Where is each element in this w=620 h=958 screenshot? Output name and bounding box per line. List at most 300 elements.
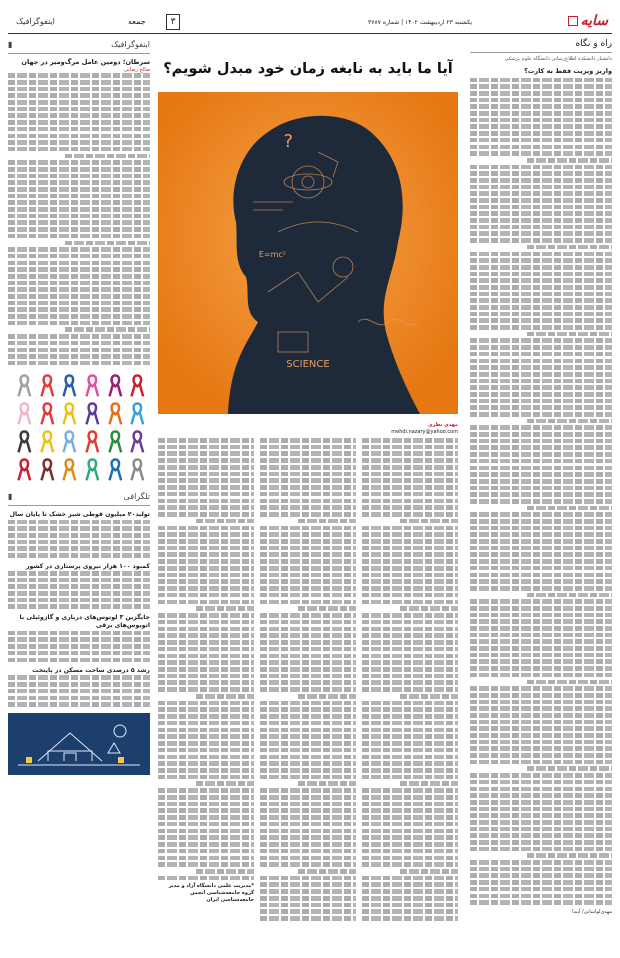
text-line [470,325,612,330]
text-line [470,338,612,343]
text-line [158,674,254,679]
ribbon-icon [84,373,101,398]
text-line [527,158,612,163]
text-line [8,321,150,326]
text-line [260,714,356,719]
text-line [158,842,254,847]
ribbon-icon [16,457,33,482]
text-line [362,532,458,537]
infographic-text [8,73,150,365]
text-line [470,198,612,203]
news-headline[interactable]: کمبود ۱۰۰ هزار نیروی پرستاری در کشور [25,562,150,570]
text-line [470,472,612,477]
text-line [470,91,612,96]
text-line [527,853,612,858]
ribbon-icon [39,401,56,426]
text-line [470,392,612,397]
text-line [470,827,612,832]
text-line [158,546,254,551]
text-line [260,532,356,537]
text-line [260,472,356,477]
text-line [158,829,254,834]
text-line [470,780,612,785]
text-line [158,566,254,571]
text-line [158,876,254,881]
text-line [8,113,150,118]
text-line [260,856,356,861]
text-line [158,761,254,766]
text-line [470,880,612,885]
text-line [470,499,612,504]
text-line [362,795,458,800]
text-line [158,613,254,618]
text-line [362,485,458,490]
text-line [470,445,612,450]
text-line [158,701,254,706]
text-line [158,748,254,753]
text-line [527,245,612,250]
text-line [362,573,458,578]
text-line [470,519,612,524]
text-line [470,412,612,417]
text-line [158,620,254,625]
text-line [470,626,612,631]
text-line [527,593,612,598]
text-line [470,900,612,905]
text-line [260,721,356,726]
text-line [470,459,612,464]
text-line [470,312,612,317]
text-line [362,505,458,510]
text-line [470,820,612,825]
text-line [470,218,612,223]
text-line [362,633,458,638]
text-line [470,211,612,216]
text-line [470,566,612,571]
text-line [158,654,254,659]
text-line [260,539,356,544]
text-line [8,591,150,596]
text-line [260,451,356,456]
text-line [362,748,458,753]
text-line [260,822,356,827]
text-line [8,644,150,649]
text-line [470,894,612,899]
text-line [260,620,356,625]
text-line [527,680,612,685]
text-line [260,660,356,665]
text-line [8,180,150,185]
text-line [470,740,612,745]
text-line [158,586,254,591]
text-line [196,519,254,524]
column-subhead: واریز ویزیت فقط به کارت؟ [524,66,612,75]
text-line [260,654,356,659]
text-line [362,451,458,456]
text-line [470,231,612,236]
text-line [260,889,356,894]
text-line [260,876,356,881]
text-line [470,646,612,651]
text-line [362,701,458,706]
text-line [260,755,356,760]
text-line [8,546,150,551]
text-line [8,604,150,609]
text-line [298,519,356,524]
text-line [362,546,458,551]
text-line [362,707,458,712]
text-line [260,552,356,557]
text-line [158,862,254,867]
text-line [8,80,150,85]
text-line [362,876,458,881]
text-line [158,788,254,793]
text-line [158,526,254,531]
text-line [362,539,458,544]
text-line [470,847,612,852]
text-line [8,267,150,272]
text-line [8,682,150,687]
text-line [260,842,356,847]
text-line [362,438,458,443]
text-line [470,639,612,644]
text-line [8,194,150,199]
text-line [470,773,612,778]
news-headline[interactable]: جایگزین ۳ لوتوس‌های درباری و گازوئیلی با اتوبوس‌های برقی [19,614,150,630]
house-drawing [8,713,150,775]
text-line [260,707,356,712]
text-line [470,272,612,277]
weekday: جمعه [128,17,146,26]
text-line [470,78,612,83]
text-line [470,265,612,270]
text-line [400,869,458,874]
text-line [470,365,612,370]
text-line [8,334,150,339]
text-line [8,341,150,346]
text-line [8,637,150,642]
text-line [362,903,458,908]
text-line [8,234,150,239]
text-line [8,274,150,279]
article-col-2 [260,438,356,923]
text-line [196,606,254,611]
text-line [8,107,150,112]
text-line [158,822,254,827]
text-line [260,808,356,813]
text-line [260,748,356,753]
text-line [260,775,356,780]
text-line [158,505,254,510]
text-line [260,680,356,685]
text-line [470,84,612,89]
text-line [362,647,458,652]
text-line [260,526,356,531]
text-line [158,802,254,807]
main-article [158,38,458,938]
text-line [8,220,150,225]
text-line [362,667,458,672]
text-line [362,627,458,632]
news-headline[interactable]: رشد ۵ درصدی ساخت مسکن در پایتخت [32,667,150,675]
section-bar-icon: ▮ [8,40,13,49]
text-line [362,654,458,659]
infographic-title[interactable]: سرطان؛ دومین عامل مرگ‌ومیر در جهان [21,57,150,66]
text-line [260,674,356,679]
hero-word-science: SCIENCE [286,359,330,370]
text-line [158,728,254,733]
text-line [298,869,356,874]
text-line [362,862,458,867]
text-line [470,278,612,283]
text-line [196,869,254,874]
text-line [470,165,612,170]
text-line [470,439,612,444]
text-line [470,552,612,557]
text-line [260,788,356,793]
text-line [470,787,612,792]
text-line [470,673,612,678]
text-line [158,660,254,665]
text-line [470,860,612,865]
news-body [8,520,150,558]
text-line [470,225,612,230]
text-line [8,540,150,545]
text-line [8,207,150,212]
text-line [260,546,356,551]
author-endnote: *مدیریت علمی دانشگاه آزاد و مدیر گروه جامعه‌شناسی انجمن جامعه‌شناسی ایران [168,883,254,903]
text-line [470,151,612,156]
text-line [470,633,612,638]
text-line [470,285,612,290]
article-col-1 [362,438,458,923]
text-line [470,760,612,765]
text-line [260,573,356,578]
text-line [158,485,254,490]
ribbon-icon [61,429,78,454]
text-line [158,835,254,840]
newspaper-logo[interactable]: سایه [580,13,608,29]
text-line [8,247,150,252]
text-line [298,606,356,611]
text-line [158,768,254,773]
right-column [470,38,612,938]
text-line [362,445,458,450]
text-line [470,191,612,196]
text-line [8,658,150,663]
text-line [260,566,356,571]
text-line [470,512,612,517]
text-line [8,254,150,259]
ribbon-icon [129,401,146,426]
text-line [470,138,612,143]
text-line [260,458,356,463]
text-line [260,728,356,733]
text-line [260,485,356,490]
text-line [158,492,254,497]
text-line [470,887,612,892]
text-line [8,100,150,105]
text-line [470,840,612,845]
text-line [470,345,612,350]
ribbon-icon [39,373,56,398]
news-body [8,631,150,662]
text-line [8,696,150,701]
ribbon-icon [107,429,124,454]
article-headline[interactable]: آیا ما باید به نابغه زمان خود مبدل شویم؟ [163,61,453,77]
text-line [470,379,612,384]
logo-mark [568,16,578,26]
hero-question-mark: ? [283,131,293,152]
text-line [470,599,612,604]
text-line [470,873,612,878]
text-line [470,753,612,758]
text-line [527,419,612,424]
text-line [362,579,458,584]
ribbon-icon [61,401,78,426]
text-line [470,432,612,437]
text-line [470,238,612,243]
text-line [158,600,254,605]
text-line [470,713,612,718]
text-line [158,465,254,470]
text-line [470,706,612,711]
text-line [470,793,612,798]
text-line [158,640,254,645]
text-line [158,808,254,813]
text-line [470,813,612,818]
column-author: دانشیار دانشکده اطلاع‌رسانی دانشگاه علوم پزشکی [504,56,612,63]
hero-word-formula: E=mc² [258,250,286,259]
text-line [470,305,612,310]
section-bar-icon: ▮ [8,492,13,502]
text-line [470,131,612,136]
text-line [362,714,458,719]
text-line [362,815,458,820]
text-line [362,478,458,483]
text-line [362,620,458,625]
text-line [362,680,458,685]
ribbon-icon [61,373,78,398]
text-line [470,352,612,357]
text-line [158,741,254,746]
text-line [158,472,254,477]
text-line [158,552,254,557]
text-line [298,694,356,699]
text-line [470,532,612,537]
text-line [158,559,254,564]
text-line [400,781,458,786]
text-line [65,154,150,159]
housing-illustration [8,713,150,775]
text-line [260,579,356,584]
text-line [362,721,458,726]
text-line [362,552,458,557]
text-line [158,438,254,443]
text-line [8,307,150,312]
text-line [362,755,458,760]
ribbon-icon [107,373,124,398]
text-line [158,856,254,861]
text-line [158,445,254,450]
text-line [158,680,254,685]
text-line [158,627,254,632]
infographic-author: صالح رضایی [124,66,150,73]
text-line [470,613,612,618]
news-headline[interactable]: تولید۲۰ میلیون قوطی شیر خشک تا پایان سال [9,511,150,519]
text-line [362,458,458,463]
text-line [8,287,150,292]
text-line [470,546,612,551]
text-line [362,472,458,477]
text-line [158,721,254,726]
text-line [260,647,356,652]
ribbon-icon [61,457,78,482]
text-line [260,559,356,564]
text-line [260,687,356,692]
text-line [362,687,458,692]
text-line [8,227,150,232]
text-line [362,512,458,517]
masthead [8,12,612,34]
text-line [470,399,612,404]
text-line [470,807,612,812]
text-line [8,584,150,589]
text-line [8,526,150,531]
text-line [8,214,150,219]
text-line [8,702,150,707]
text-line [470,385,612,390]
page-number: ۳ [166,14,180,30]
text-line [362,586,458,591]
text-line [470,606,612,611]
text-line [470,178,612,183]
text-line [260,916,356,921]
text-line [470,98,612,103]
issue-info: یکشنبه ۲۳ اردیبهشت ۱۴۰۲ | شماره ۳۷۸۷ [368,19,472,26]
text-line [362,916,458,921]
text-line [470,258,612,263]
text-line [260,593,356,598]
text-line [8,187,150,192]
text-line [362,856,458,861]
text-line [158,849,254,854]
telegraph-section-header [8,490,150,506]
text-line [260,613,356,618]
text-line [362,842,458,847]
text-line [8,533,150,538]
text-line [158,795,254,800]
text-line [470,733,612,738]
text-line [362,835,458,840]
text-line [8,520,150,525]
text-line [470,659,612,664]
text-line [470,867,612,872]
text-line [470,619,612,624]
text-line [260,903,356,908]
text-line [260,499,356,504]
left-column [8,38,150,938]
text-line [8,354,150,359]
text-line [8,93,150,98]
ribbon-icon [39,457,56,482]
ribbon-icon [16,401,33,426]
text-line [362,526,458,531]
text-line [8,348,150,353]
byline-email[interactable]: mehdi.nazary@yahoo.com [391,428,458,435]
text-line [8,689,150,694]
text-line [362,734,458,739]
